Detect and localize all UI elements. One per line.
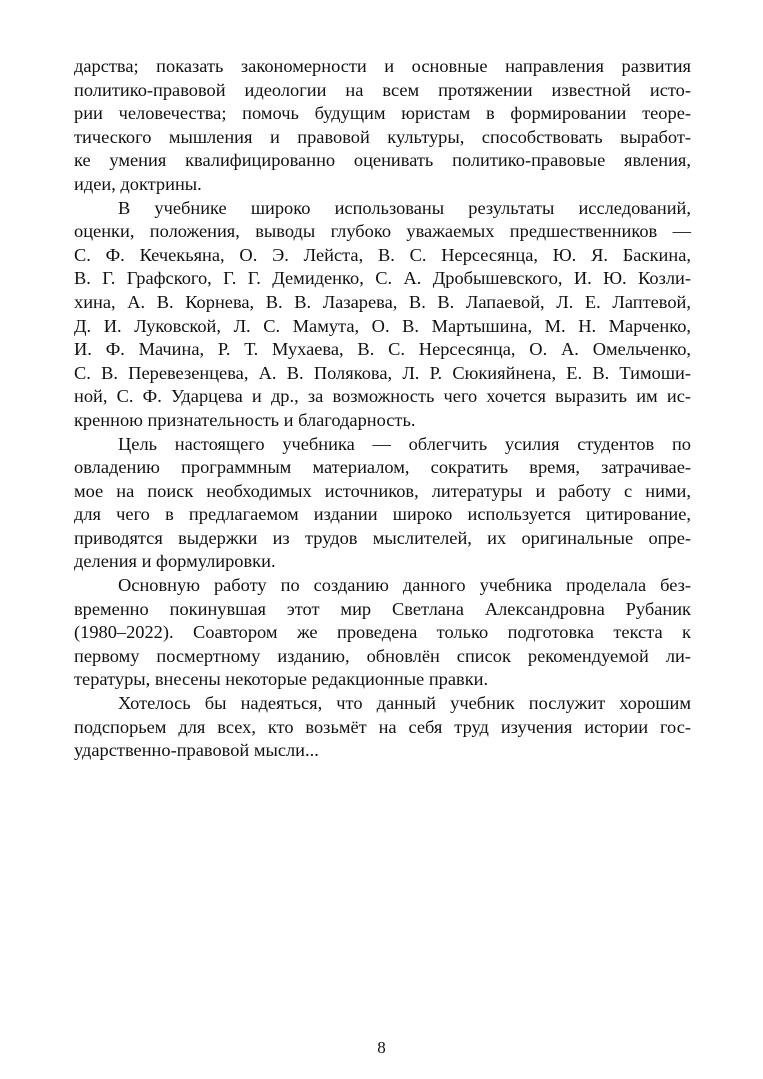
text-line: В. Г. Графского, Г. Г. Демиденко, С. А. Дробышевского, И. Ю. Козли- [74, 268, 691, 289]
text-line: оценки, положения, выводы глубоко уважаемых предшественников — [74, 221, 691, 242]
paragraph [74, 433, 691, 575]
text-line: овладению программным материалом, сократить время, затрачивае- [74, 457, 691, 478]
text-line: для чего в предлагаемом издании широко используется цитирование, [74, 504, 691, 525]
text-line: временно покинувшая этот мир Светлана Александровна Рубаник [74, 598, 691, 619]
text-line: тературы, внесены некоторые редакционные правки. [74, 669, 489, 690]
text-line: (1980–2022). Соавтором же проведена только подготовка текста к [74, 622, 691, 643]
text-line: Цель настоящего учебника — облегчить усилия студентов по [118, 433, 691, 454]
body-text [74, 55, 691, 763]
paragraph [74, 55, 691, 197]
text-line: Д. И. Луковской, Л. С. Мамута, О. В. Мартышина, М. Н. Марченко, [74, 315, 691, 336]
paragraph [74, 692, 691, 763]
text-line: Хотелось бы надеяться, что данный учебник послужит хорошим [118, 693, 691, 714]
text-line: идеи, доктрины. [74, 173, 202, 194]
text-line: С. Ф. Кечекьяна, О. Э. Лейста, В. С. Нерсесянца, Ю. Я. Баскина, [74, 244, 691, 265]
text-line: кренною признательность и благодарность. [74, 409, 416, 430]
text-line: мое на поиск необходимых источников, литературы и работу с ними, [74, 480, 691, 501]
text-line: дарства; показать закономерности и основные направления развития [74, 56, 691, 76]
text-line: политико-правовой идеологии на всем протяжении известной исто- [74, 79, 691, 100]
text-line: тического мышления и правовой культуры, способствовать выработ- [74, 126, 691, 147]
text-line: деления и формулировки. [74, 551, 276, 572]
text-line: первому посмертному изданию, обновлён список рекомендуемой ли- [74, 645, 691, 666]
paragraph [74, 197, 691, 433]
text-line: ной, С. Ф. Ударцева и др., за возможность чего хочется выразить им ис- [74, 386, 691, 407]
text-line: ке умения квалифицированно оценивать политико-правовые явления, [74, 150, 691, 171]
text-line: приводятся выдержки из трудов мыслителей, их оригинальные опре- [74, 527, 691, 548]
paragraph [74, 574, 691, 692]
text-line: В учебнике широко использованы результаты исследований, [118, 197, 691, 218]
text-line: И. Ф. Мачина, Р. Т. Мухаева, В. С. Нерсесянца, О. А. Омельченко, [74, 339, 691, 360]
text-line: хина, А. В. Корнева, В. В. Лазарева, В. В. Лапаевой, Л. Е. Лаптевой, [74, 291, 691, 312]
page-number: 8 [377, 1038, 386, 1057]
text-line: подспорьем для всех, кто возьмёт на себя труд изучения истории гос- [74, 716, 691, 737]
text-line: С. В. Перевезенцева, А. В. Полякова, Л. Р. Сюкияйнена, Е. В. Тимоши- [74, 362, 691, 383]
text-line: рии человечества; помочь будущим юристам в формировании теоре- [74, 103, 691, 124]
text-line: ударственно-правовой мысли... [74, 740, 319, 761]
text-line: Основную работу по созданию данного учебника проделала без- [118, 575, 691, 596]
